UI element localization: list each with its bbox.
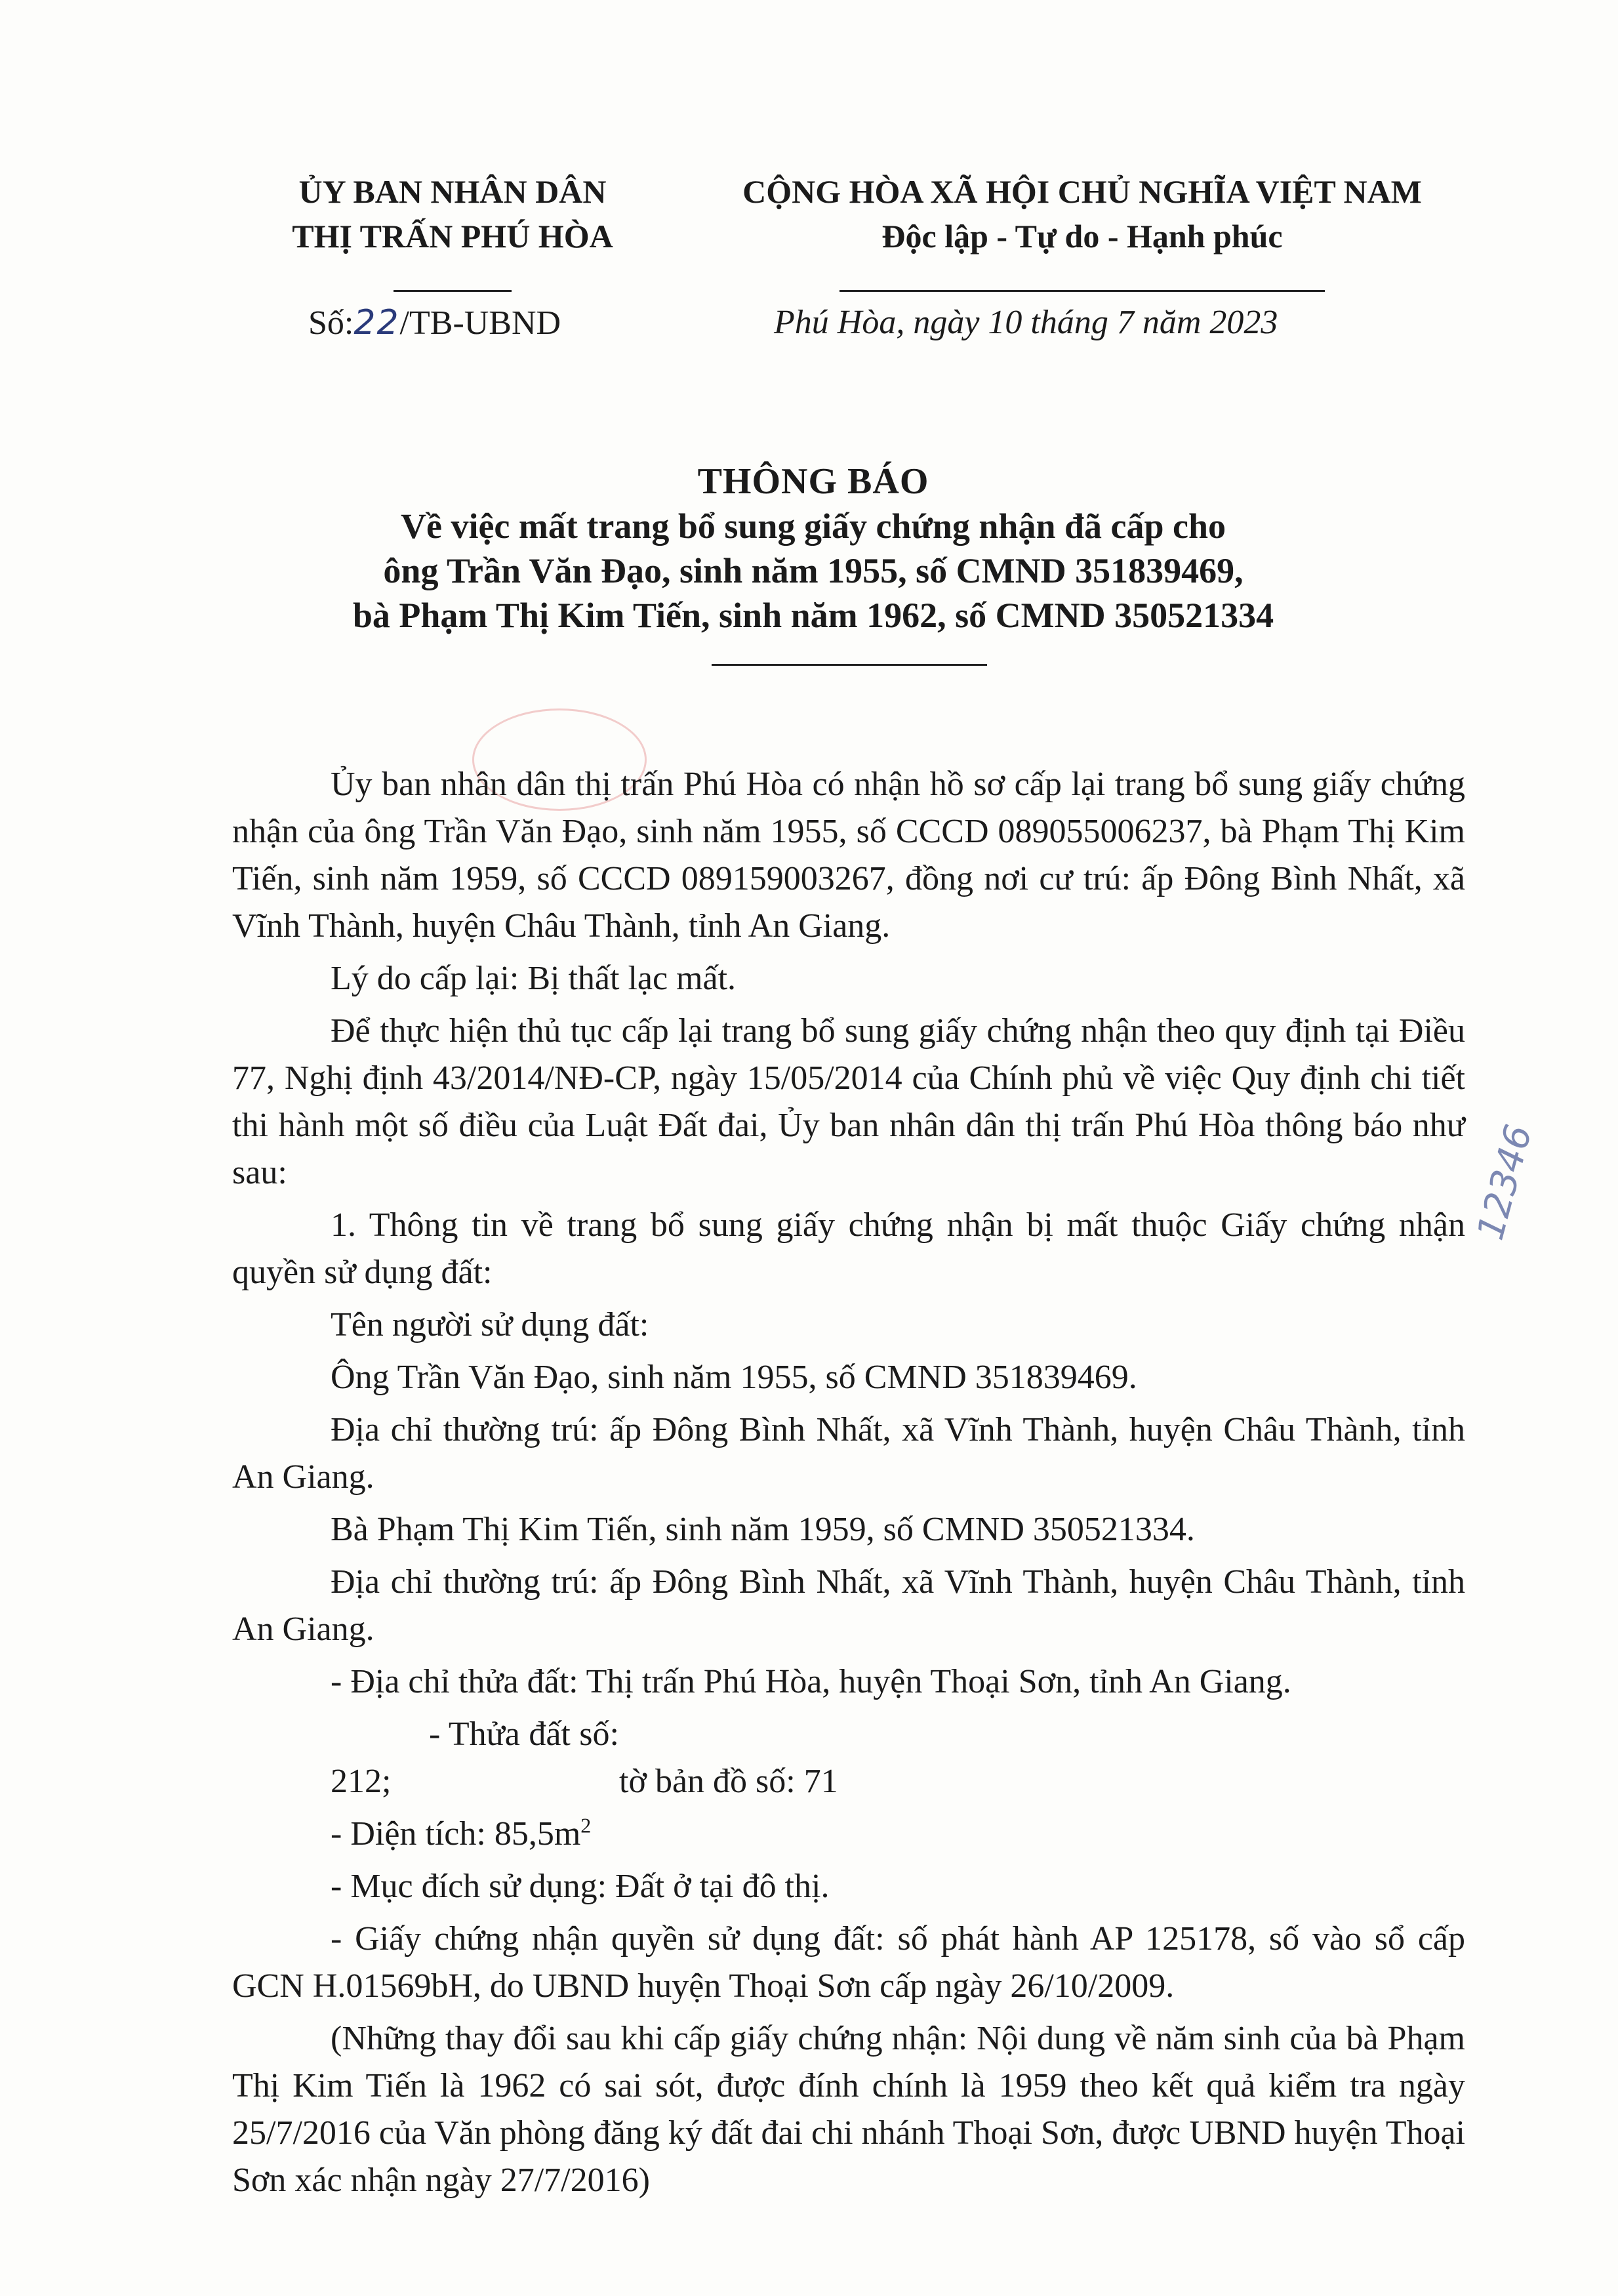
paragraph-owner-1: Ông Trần Văn Đạo, sinh năm 1955, số CMND 351839469.: [331, 1359, 1137, 1396]
authority-line-1: ỦY BAN NHÂN DÂN: [298, 173, 607, 210]
paragraph-owner-2: Bà Phạm Thị Kim Tiến, sinh năm 1959, số CMND 350521334.: [331, 1511, 1195, 1548]
map-sheet-number: tờ bản đồ số: 71: [619, 1763, 838, 1800]
area-unit-superscript: 2: [580, 1813, 592, 1837]
title-subject-3: bà Phạm Thị Kim Tiến, sinh năm 1962, số CMND 350521334: [352, 596, 1274, 635]
national-heading: [676, 169, 1489, 303]
paragraph-owner-2-address: Địa chỉ thường trú: ấp Đông Bình Nhất, xã Vĩnh Thành, huyện Châu Thành, tỉnh An Giang.: [232, 1563, 1465, 1648]
paragraph-legal-basis: Để thực hiện thủ tục cấp lại trang bổ sung giấy chứng nhận theo quy định tại Điều 77, Nghị định 43/2014/NĐ-CP, ngày 15/05/2014 của Chính phủ về việc Quy định chi tiết thi hành một số điều của Luật Đất đai, Ủy ban nhân dân thị trấn Phú Hòa thông báo như sau:: [232, 1012, 1465, 1191]
nation-name: CỘNG HÒA XÃ HỘI CHỦ NGHĨA VIỆT NAM: [742, 173, 1422, 210]
number-suffix: /TB-UBND: [399, 304, 561, 342]
handwritten-margin-note: 12346: [1469, 1120, 1541, 1244]
paragraph-intro: Ủy ban nhân dân thị trấn Phú Hòa có nhận hồ sơ cấp lại trang bổ sung giấy chứng nhận của ông Trần Văn Đạo, sinh năm 1955, số CCCD 089055006237, bà Phạm Thị Kim Tiến, sinh năm 1959, số CCCD 089159003267, đồng nơi cư trú: ấp Đông Bình Nhất, xã Vĩnh Thành, huyện Châu Thành, tỉnh An Giang.: [232, 766, 1465, 945]
paragraph-parcel-number: [232, 1711, 1465, 1805]
motto-underline: [839, 290, 1325, 292]
title-subject-1: Về việc mất trang bổ sung giấy chứng nhận đã cấp cho: [400, 506, 1226, 546]
paragraph-parcel-address: - Địa chỉ thửa đất: Thị trấn Phú Hòa, huyện Thoại Sơn, tỉnh An Giang.: [331, 1663, 1291, 1700]
paragraph-owner-1-address: Địa chỉ thường trú: ấp Đông Bình Nhất, xã Vĩnh Thành, huyện Châu Thành, tỉnh An Giang.: [232, 1411, 1465, 1496]
document-number: [308, 303, 561, 342]
nation-motto: Độc lập - Tự do - Hạnh phúc: [881, 218, 1283, 255]
authority-line-2: THỊ TRẤN PHÚ HÒA: [292, 218, 613, 255]
document-body: [232, 761, 1465, 2209]
paragraph-area: [232, 1811, 1465, 1858]
issuing-authority: [243, 169, 662, 303]
paragraph-reason: Lý do cấp lại: Bị thất lạc mất.: [331, 960, 737, 997]
title-rule: [712, 664, 987, 666]
authority-underline: [394, 290, 512, 292]
parcel-number: - Thửa đất số: 212;: [331, 1715, 619, 1800]
number-prefix: Số:: [308, 304, 354, 342]
issue-date: Phú Hòa, ngày 10 tháng 7 năm 2023: [774, 304, 1278, 341]
document-title: [197, 459, 1430, 638]
paragraph-user-heading: Tên người sử dụng đất:: [331, 1306, 649, 1343]
title-subject-2: ông Trần Văn Đạo, sinh năm 1955, số CMND 351839469,: [383, 551, 1244, 590]
paragraph-certificate: - Giấy chứng nhận quyền sử dụng đất: số phát hành AP 125178, số vào sổ cấp GCN H.01569bH, do UBND huyện Thoại Sơn cấp ngày 26/10/2009.: [232, 1920, 1465, 2005]
handwritten-number: 22: [354, 303, 400, 342]
paragraph-section-1: 1. Thông tin về trang bổ sung giấy chứng nhận bị mất thuộc Giấy chứng nhận quyền sử dụng đất:: [232, 1206, 1465, 1291]
paragraph-land-use: - Mục đích sử dụng: Đất ở tại đô thị.: [331, 1868, 830, 1905]
area-value: - Diện tích: 85,5m: [331, 1815, 581, 1853]
paragraph-changes: (Những thay đổi sau khi cấp giấy chứng nhận: Nội dung về năm sinh của bà Phạm Thị Kim Tiến là 1962 có sai sót, được đính chính là 1959 theo kết quả kiểm tra ngày 25/7/2016 của Văn phòng đăng ký đất đai chi nhánh Thoại Sơn, được UBND huyện Thoại Sơn xác nhận ngày 27/7/2016): [232, 2020, 1465, 2199]
title-main: THÔNG BÁO: [697, 461, 929, 502]
